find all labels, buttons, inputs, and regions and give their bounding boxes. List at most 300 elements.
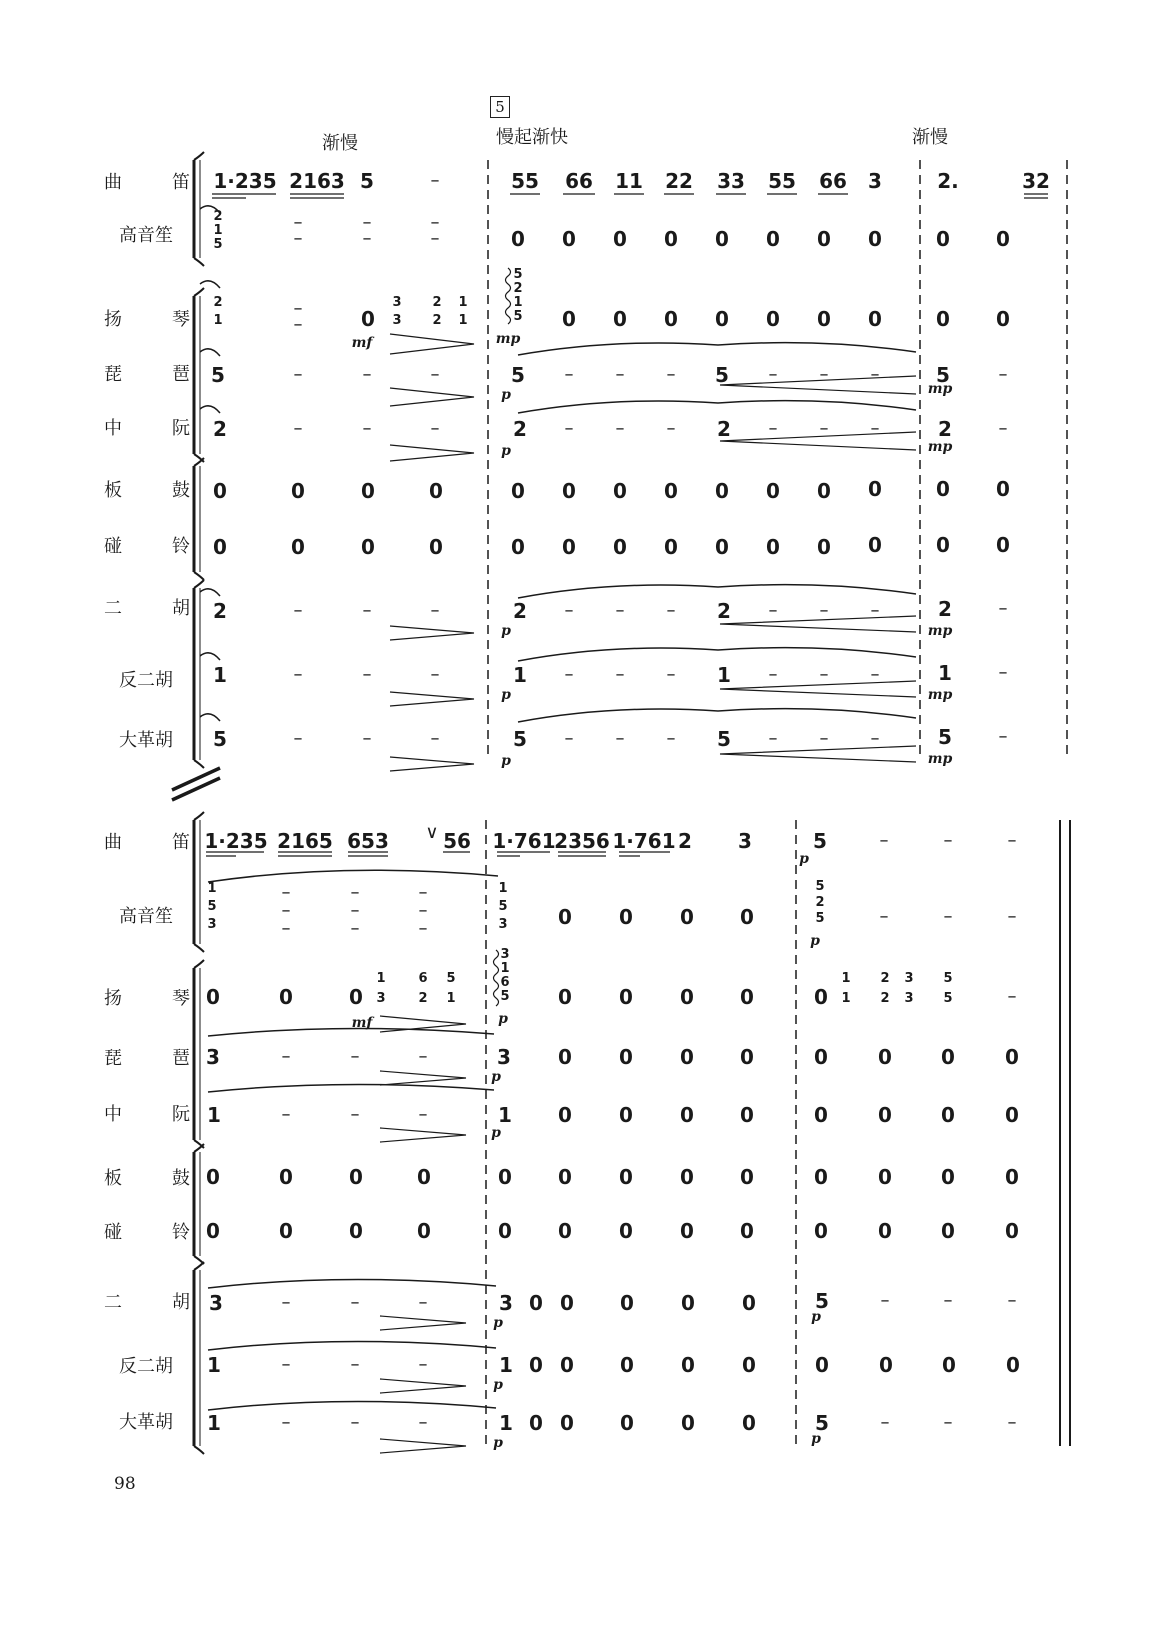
bangu-rest: 0 bbox=[279, 1165, 293, 1189]
dagehu-dash: – bbox=[350, 1412, 360, 1433]
bangu-rest: 0 bbox=[213, 479, 227, 503]
pipa-dash: – bbox=[350, 1046, 360, 1067]
sheng-rest: 0 bbox=[868, 227, 882, 251]
dagehu-dash: – bbox=[666, 728, 676, 749]
qudi-note: 55 bbox=[511, 169, 539, 193]
instrument-label-sheng: 高音笙 bbox=[119, 906, 173, 927]
yangqin-arpeggio-note: 6 bbox=[500, 975, 510, 990]
breath-mark: ∨ bbox=[425, 822, 439, 843]
dagehu-dash: – bbox=[819, 728, 829, 749]
erhu-rest: 0 bbox=[529, 1291, 543, 1315]
qudi-dash: – bbox=[430, 170, 440, 191]
qudi-phrase: 1·235 bbox=[213, 169, 277, 193]
pipa-dash: – bbox=[666, 364, 676, 385]
bangu-rest: 0 bbox=[936, 477, 950, 501]
zhongruan-dash: – bbox=[564, 418, 574, 439]
bangu-rest: 0 bbox=[511, 479, 525, 503]
bangu-rest: 0 bbox=[417, 1165, 431, 1189]
yangqin-arpeggio-note: 1 bbox=[513, 295, 523, 310]
sheng-dash: – bbox=[293, 212, 303, 233]
qudi-phrase: 56 bbox=[443, 829, 471, 853]
bangu-rest: 0 bbox=[817, 479, 831, 503]
pipa-note: 5 bbox=[936, 363, 950, 387]
dynamic-p: p bbox=[493, 1315, 503, 1331]
dynamic-mf: mf bbox=[351, 1015, 373, 1031]
yangqin-rest: 0 bbox=[361, 307, 375, 331]
pengling-rest: 0 bbox=[613, 535, 627, 559]
zhongruan-dash: – bbox=[350, 1104, 360, 1125]
erhu-note: 2 bbox=[213, 599, 227, 623]
pengling-rest: 0 bbox=[715, 535, 729, 559]
sheng-dash: – bbox=[281, 882, 291, 903]
yangqin-arpeggio-note: 5 bbox=[513, 267, 523, 282]
yangqin-rest: 0 bbox=[814, 985, 828, 1009]
zhongruan-dash: – bbox=[666, 418, 676, 439]
bangu-rest: 0 bbox=[291, 479, 305, 503]
yangqin-chord-note: 3 bbox=[904, 991, 914, 1006]
erhu-dash: – bbox=[564, 600, 574, 621]
pengling-rest: 0 bbox=[429, 535, 443, 559]
instrument-label-yangqin: 扬 琴 bbox=[104, 988, 190, 1009]
dagehu-dash: – bbox=[870, 728, 880, 749]
pengling-rest: 0 bbox=[619, 1219, 633, 1243]
instrument-label-dagehu: 大革胡 bbox=[119, 1412, 173, 1433]
instrument-label-zhongruan: 中 阮 bbox=[104, 418, 190, 439]
zhongruan-dash: – bbox=[293, 418, 303, 439]
instrument-label-fanerhu: 反二胡 bbox=[119, 1356, 173, 1377]
dagehu-note: 1 bbox=[207, 1411, 221, 1435]
zhongruan-rest: 0 bbox=[619, 1103, 633, 1127]
pengling-rest: 0 bbox=[562, 535, 576, 559]
yangqin-rest: 0 bbox=[664, 307, 678, 331]
dynamic-p: p bbox=[491, 1125, 501, 1141]
pipa-dash: – bbox=[418, 1046, 428, 1067]
qudi-phrase: 1·761 bbox=[492, 829, 556, 853]
pipa-rest: 0 bbox=[740, 1045, 754, 1069]
instrument-label-erhu: 二 胡 bbox=[104, 598, 190, 619]
fanerhu-note: 1 bbox=[499, 1353, 513, 1377]
sheng-chord-note: 5 bbox=[213, 237, 223, 252]
bangu-rest: 0 bbox=[498, 1165, 512, 1189]
qudi-phrase: 1·761 bbox=[612, 829, 676, 853]
zhongruan-note: 2 bbox=[938, 417, 952, 441]
qudi-note: 3 bbox=[738, 829, 752, 853]
qudi-dash: – bbox=[943, 830, 953, 851]
bangu-rest: 0 bbox=[619, 1165, 633, 1189]
yangqin-rest: 0 bbox=[766, 307, 780, 331]
dynamic-p: p bbox=[811, 1431, 821, 1447]
pipa-note: 5 bbox=[511, 363, 525, 387]
pengling-rest: 0 bbox=[1005, 1219, 1019, 1243]
sheng-chord-note: 1 bbox=[213, 223, 223, 238]
fanerhu-dash: – bbox=[418, 1354, 428, 1375]
bangu-rest: 0 bbox=[715, 479, 729, 503]
fanerhu-rest: 0 bbox=[529, 1353, 543, 1377]
pengling-rest: 0 bbox=[291, 535, 305, 559]
zhongruan-note: 1 bbox=[498, 1103, 512, 1127]
yangqin-chord-note: 1 bbox=[458, 313, 468, 328]
qudi-phrase: 653 bbox=[347, 829, 389, 853]
instrument-label-fanerhu: 反二胡 bbox=[119, 670, 173, 691]
yangqin-chord-note: 1 bbox=[458, 295, 468, 310]
qudi-note: 55 bbox=[768, 169, 796, 193]
qudi-note: 5 bbox=[813, 829, 827, 853]
sheng-dash: – bbox=[879, 906, 889, 927]
pengling-rest: 0 bbox=[740, 1219, 754, 1243]
sheng-rest: 0 bbox=[562, 227, 576, 251]
fanerhu-note: 1 bbox=[513, 663, 527, 687]
dagehu-note: 5 bbox=[815, 1411, 829, 1435]
erhu-dash: – bbox=[362, 600, 372, 621]
bangu-rest: 0 bbox=[562, 479, 576, 503]
sheng-rest: 0 bbox=[680, 905, 694, 929]
yangqin-rest: 0 bbox=[562, 307, 576, 331]
sheng-rest: 0 bbox=[715, 227, 729, 251]
pipa-note: 5 bbox=[211, 363, 225, 387]
yangqin-arpeggio-note: 3 bbox=[500, 947, 510, 962]
erhu-note: 3 bbox=[209, 1291, 223, 1315]
pipa-dash: – bbox=[870, 364, 880, 385]
erhu-note: 2 bbox=[938, 597, 952, 621]
zhongruan-rest: 0 bbox=[680, 1103, 694, 1127]
sheng-dash: – bbox=[281, 918, 291, 939]
sheng-dash: – bbox=[350, 882, 360, 903]
dynamic-p: p bbox=[501, 623, 511, 639]
dynamic-mp: mp bbox=[927, 439, 953, 455]
yangqin-chord-note: 1 bbox=[446, 991, 456, 1006]
dynamic-p: p bbox=[810, 933, 820, 949]
pengling-rest: 0 bbox=[213, 535, 227, 559]
fanerhu-dash: – bbox=[998, 662, 1008, 683]
pengling-rest: 0 bbox=[349, 1219, 363, 1243]
zhongruan-dash: – bbox=[418, 1104, 428, 1125]
instrument-label-pengling: 碰 铃 bbox=[104, 1222, 190, 1243]
yangqin-chord-note: 5 bbox=[943, 991, 953, 1006]
sheng-dash: – bbox=[1007, 906, 1017, 927]
fanerhu-dash: – bbox=[430, 664, 440, 685]
pipa-rest: 0 bbox=[558, 1045, 572, 1069]
bangu-rest: 0 bbox=[996, 477, 1010, 501]
yangqin-chord-note: 2 bbox=[880, 991, 890, 1006]
pengling-rest: 0 bbox=[868, 533, 882, 557]
yangqin-chord-note: 1 bbox=[376, 971, 386, 986]
erhu-dash: – bbox=[350, 1292, 360, 1313]
instrument-label-erhu: 二 胡 bbox=[104, 1292, 190, 1313]
qudi-phrase: 2356 bbox=[554, 829, 610, 853]
tempo-accelerando: 慢起渐快 bbox=[496, 127, 568, 148]
zhongruan-note: 2 bbox=[213, 417, 227, 441]
yangqin-rest: 0 bbox=[680, 985, 694, 1009]
sheng-rest: 0 bbox=[558, 905, 572, 929]
bangu-rest: 0 bbox=[1005, 1165, 1019, 1189]
erhu-dash: – bbox=[870, 600, 880, 621]
dagehu-note: 1 bbox=[499, 1411, 513, 1435]
bangu-rest: 0 bbox=[878, 1165, 892, 1189]
instrument-label-pipa: 琵 琶 bbox=[104, 1048, 190, 1069]
dynamic-p: p bbox=[501, 443, 511, 459]
dagehu-note: 5 bbox=[938, 725, 952, 749]
bangu-rest: 0 bbox=[680, 1165, 694, 1189]
sheng-rest: 0 bbox=[619, 905, 633, 929]
yangqin-chord-note: 1 bbox=[841, 971, 851, 986]
zhongruan-rest: 0 bbox=[941, 1103, 955, 1127]
dagehu-dash: – bbox=[998, 726, 1008, 747]
qudi-phrase: 2163 bbox=[289, 169, 345, 193]
yangqin-chord-note: 2 bbox=[418, 991, 428, 1006]
yangqin-chord-note: 3 bbox=[904, 971, 914, 986]
yangqin-rest: 0 bbox=[936, 307, 950, 331]
zhongruan-rest: 0 bbox=[878, 1103, 892, 1127]
pengling-rest: 0 bbox=[766, 535, 780, 559]
pipa-dash: – bbox=[768, 364, 778, 385]
dagehu-rest: 0 bbox=[529, 1411, 543, 1435]
yangqin-arpeggio-note: 2 bbox=[513, 281, 523, 296]
pengling-rest: 0 bbox=[936, 533, 950, 557]
sheng-rest: 0 bbox=[613, 227, 627, 251]
zhongruan-rest: 0 bbox=[814, 1103, 828, 1127]
pipa-dash: – bbox=[819, 364, 829, 385]
erhu-dash: – bbox=[768, 600, 778, 621]
pipa-rest: 0 bbox=[941, 1045, 955, 1069]
qudi-phrase: 2165 bbox=[277, 829, 333, 853]
pipa-dash: – bbox=[564, 364, 574, 385]
yangqin-chord-note: 2 bbox=[880, 971, 890, 986]
pipa-rest: 0 bbox=[814, 1045, 828, 1069]
pipa-rest: 0 bbox=[619, 1045, 633, 1069]
sheng-chord-note: 5 bbox=[815, 911, 825, 926]
fanerhu-note: 1 bbox=[213, 663, 227, 687]
yangqin-rest: 0 bbox=[619, 985, 633, 1009]
dynamic-p: p bbox=[501, 687, 511, 703]
sheng-rest: 0 bbox=[766, 227, 780, 251]
yangqin-dash: – bbox=[1007, 986, 1017, 1007]
qudi-note: 11 bbox=[615, 169, 643, 193]
pipa-dash: – bbox=[615, 364, 625, 385]
erhu-note: 2 bbox=[513, 599, 527, 623]
erhu-rest: 0 bbox=[620, 1291, 634, 1315]
sheng-dash: – bbox=[418, 882, 428, 903]
yangqin-chord-note: 1 bbox=[841, 991, 851, 1006]
sheng-chord-note: 5 bbox=[815, 879, 825, 894]
zhongruan-note: 2 bbox=[513, 417, 527, 441]
bangu-rest: 0 bbox=[664, 479, 678, 503]
dagehu-rest: 0 bbox=[560, 1411, 574, 1435]
fanerhu-rest: 0 bbox=[879, 1353, 893, 1377]
pengling-rest: 0 bbox=[417, 1219, 431, 1243]
dynamic-p: p bbox=[491, 1069, 501, 1085]
sheng-rest: 0 bbox=[817, 227, 831, 251]
sheng-chord-note: 2 bbox=[815, 895, 825, 910]
pipa-rest: 0 bbox=[680, 1045, 694, 1069]
zhongruan-rest: 0 bbox=[558, 1103, 572, 1127]
qudi-dash: – bbox=[879, 830, 889, 851]
yangqin-rest: 0 bbox=[868, 307, 882, 331]
pipa-dash: – bbox=[362, 364, 372, 385]
erhu-dash: – bbox=[430, 600, 440, 621]
yangqin-dash: – bbox=[293, 314, 303, 335]
fanerhu-rest: 0 bbox=[815, 1353, 829, 1377]
qudi-note: 2 bbox=[678, 829, 692, 853]
dagehu-rest: 0 bbox=[681, 1411, 695, 1435]
yangqin-dash: – bbox=[293, 298, 303, 319]
pengling-rest: 0 bbox=[558, 1219, 572, 1243]
erhu-note: 3 bbox=[499, 1291, 513, 1315]
fanerhu-note: 1 bbox=[938, 661, 952, 685]
dagehu-dash: – bbox=[362, 728, 372, 749]
bangu-rest: 0 bbox=[206, 1165, 220, 1189]
pengling-rest: 0 bbox=[878, 1219, 892, 1243]
sheng-chord-note: 2 bbox=[213, 209, 223, 224]
fanerhu-dash: – bbox=[564, 664, 574, 685]
fanerhu-note: 1 bbox=[717, 663, 731, 687]
dagehu-dash: – bbox=[293, 728, 303, 749]
yangqin-rest: 0 bbox=[206, 985, 220, 1009]
bangu-rest: 0 bbox=[740, 1165, 754, 1189]
rehearsal-mark: 5 bbox=[490, 96, 510, 118]
sheng-dash: – bbox=[362, 228, 372, 249]
zhongruan-dash: – bbox=[362, 418, 372, 439]
pengling-rest: 0 bbox=[206, 1219, 220, 1243]
pengling-rest: 0 bbox=[680, 1219, 694, 1243]
pipa-note: 5 bbox=[715, 363, 729, 387]
pengling-rest: 0 bbox=[817, 535, 831, 559]
pengling-rest: 0 bbox=[996, 533, 1010, 557]
qudi-note: 33 bbox=[717, 169, 745, 193]
yangqin-chord-note: 1 bbox=[213, 313, 223, 328]
fanerhu-dash: – bbox=[362, 664, 372, 685]
erhu-note: 5 bbox=[815, 1289, 829, 1313]
dagehu-dash: – bbox=[430, 728, 440, 749]
qudi-note: 66 bbox=[819, 169, 847, 193]
bangu-rest: 0 bbox=[558, 1165, 572, 1189]
pipa-dash: – bbox=[293, 364, 303, 385]
pipa-dash: – bbox=[281, 1046, 291, 1067]
dagehu-dash: – bbox=[281, 1412, 291, 1433]
instrument-label-pengling: 碰 铃 bbox=[104, 536, 190, 557]
pengling-rest: 0 bbox=[511, 535, 525, 559]
zhongruan-dash: – bbox=[430, 418, 440, 439]
dynamic-p: p bbox=[493, 1435, 503, 1451]
pengling-rest: 0 bbox=[814, 1219, 828, 1243]
fanerhu-dash: – bbox=[768, 664, 778, 685]
yangqin-chord-note: 5 bbox=[446, 971, 456, 986]
instrument-label-bangu: 板 鼓 bbox=[104, 480, 190, 501]
pipa-dash: – bbox=[998, 364, 1008, 385]
erhu-rest: 0 bbox=[560, 1291, 574, 1315]
bangu-rest: 0 bbox=[349, 1165, 363, 1189]
erhu-dash: – bbox=[880, 1290, 890, 1311]
bangu-rest: 0 bbox=[429, 479, 443, 503]
bangu-rest: 0 bbox=[613, 479, 627, 503]
fanerhu-rest: 0 bbox=[742, 1353, 756, 1377]
tempo-ritardando-2: 渐慢 bbox=[912, 127, 948, 148]
instrument-label-pipa: 琵 琶 bbox=[104, 364, 190, 385]
dynamic-mf: mf bbox=[351, 335, 373, 351]
dagehu-note: 5 bbox=[717, 727, 731, 751]
erhu-note: 2 bbox=[717, 599, 731, 623]
dagehu-dash: – bbox=[418, 1412, 428, 1433]
zhongruan-note: 1 bbox=[207, 1103, 221, 1127]
yangqin-rest: 0 bbox=[349, 985, 363, 1009]
zhongruan-dash: – bbox=[615, 418, 625, 439]
bangu-rest: 0 bbox=[766, 479, 780, 503]
fanerhu-note: 1 bbox=[207, 1353, 221, 1377]
sheng-rest: 0 bbox=[936, 227, 950, 251]
fanerhu-dash: – bbox=[293, 664, 303, 685]
sheng-chord-note: 3 bbox=[498, 917, 508, 932]
sheng-chord-note: 3 bbox=[207, 917, 217, 932]
fanerhu-rest: 0 bbox=[560, 1353, 574, 1377]
instrument-label-dagehu: 大革胡 bbox=[119, 730, 173, 751]
zhongruan-dash: – bbox=[819, 418, 829, 439]
sheng-dash: – bbox=[430, 212, 440, 233]
zhongruan-dash: – bbox=[768, 418, 778, 439]
dagehu-dash: – bbox=[1007, 1412, 1017, 1433]
dagehu-rest: 0 bbox=[620, 1411, 634, 1435]
dynamic-p: p bbox=[811, 1309, 821, 1325]
qudi-dash: – bbox=[1007, 830, 1017, 851]
dynamic-mp: mp bbox=[927, 751, 953, 767]
fanerhu-rest: 0 bbox=[620, 1353, 634, 1377]
bangu-rest: 0 bbox=[814, 1165, 828, 1189]
erhu-dash: – bbox=[418, 1292, 428, 1313]
fanerhu-dash: – bbox=[666, 664, 676, 685]
yangqin-rest: 0 bbox=[279, 985, 293, 1009]
pipa-dash: – bbox=[430, 364, 440, 385]
pengling-rest: 0 bbox=[279, 1219, 293, 1243]
erhu-rest: 0 bbox=[681, 1291, 695, 1315]
qudi-note: 2. bbox=[937, 169, 959, 193]
dynamic-p: p bbox=[493, 1377, 503, 1393]
sheng-dash: – bbox=[350, 900, 360, 921]
dagehu-dash: – bbox=[564, 728, 574, 749]
fanerhu-dash: – bbox=[281, 1354, 291, 1375]
fanerhu-rest: 0 bbox=[1006, 1353, 1020, 1377]
erhu-dash: – bbox=[1007, 1290, 1017, 1311]
zhongruan-note: 2 bbox=[717, 417, 731, 441]
pengling-rest: 0 bbox=[498, 1219, 512, 1243]
dagehu-dash: – bbox=[943, 1412, 953, 1433]
dynamic-p: p bbox=[799, 851, 809, 867]
yangqin-chord-note: 2 bbox=[432, 295, 442, 310]
pipa-rest: 0 bbox=[1005, 1045, 1019, 1069]
zhongruan-rest: 0 bbox=[740, 1103, 754, 1127]
erhu-dash: – bbox=[281, 1292, 291, 1313]
dynamic-p: p bbox=[498, 1011, 508, 1027]
pengling-rest: 0 bbox=[664, 535, 678, 559]
zhongruan-dash: – bbox=[870, 418, 880, 439]
yangqin-chord-note: 3 bbox=[376, 991, 386, 1006]
qudi-note: 66 bbox=[565, 169, 593, 193]
yangqin-rest: 0 bbox=[558, 985, 572, 1009]
yangqin-rest: 0 bbox=[996, 307, 1010, 331]
yangqin-rest: 0 bbox=[740, 985, 754, 1009]
sheng-dash: – bbox=[350, 918, 360, 939]
erhu-rest: 0 bbox=[742, 1291, 756, 1315]
sheng-dash: – bbox=[943, 906, 953, 927]
dynamic-p: p bbox=[501, 753, 511, 769]
dynamic-p: p bbox=[501, 387, 511, 403]
yangqin-arpeggio-note: 5 bbox=[500, 989, 510, 1004]
yangqin-chord-note: 5 bbox=[943, 971, 953, 986]
dynamic-mp: mp bbox=[927, 381, 953, 397]
yangqin-chord-note: 3 bbox=[392, 313, 402, 328]
pipa-rest: 0 bbox=[878, 1045, 892, 1069]
instrument-label-bangu: 板 鼓 bbox=[104, 1168, 190, 1189]
instrument-label-zhongruan: 中 阮 bbox=[104, 1104, 190, 1125]
dagehu-dash: – bbox=[768, 728, 778, 749]
instrument-label-sheng: 高音笙 bbox=[119, 225, 173, 246]
